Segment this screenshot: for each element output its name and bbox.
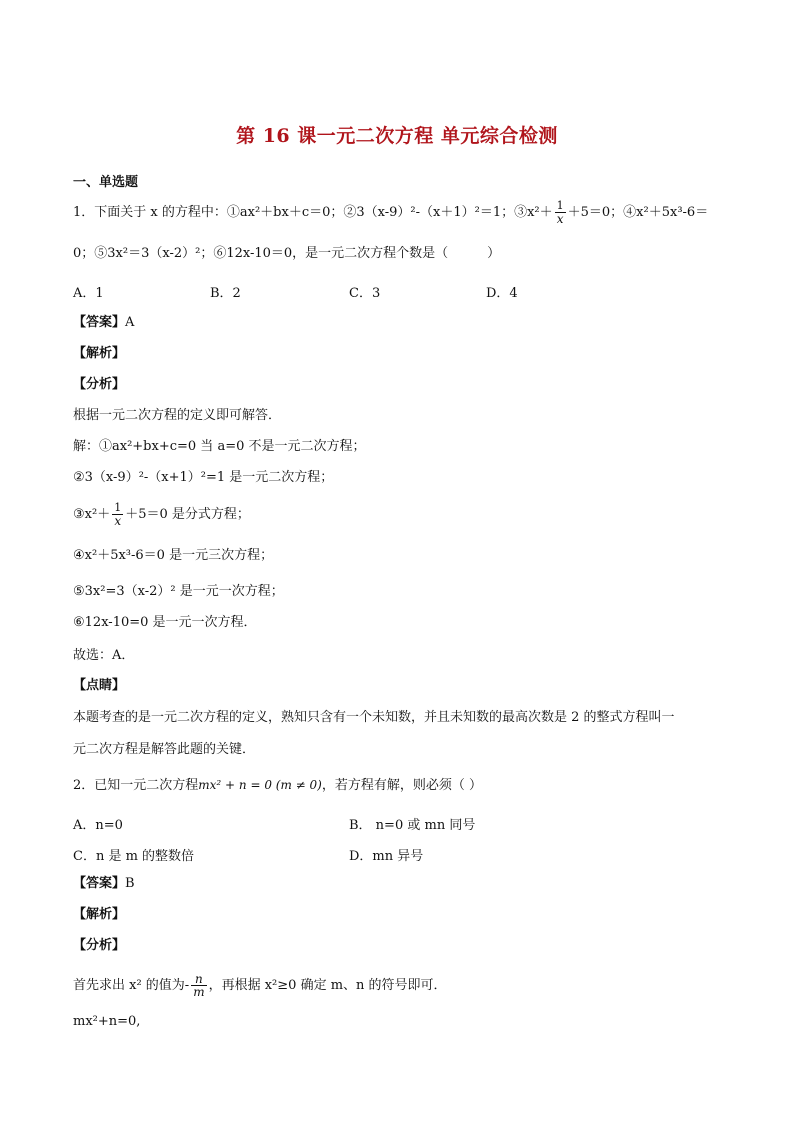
q1-fenxi-label: 【分析】 [73, 377, 126, 392]
q2-analysis-label: 【解析】 [73, 907, 126, 922]
q1-option-a: A．1 [73, 286, 104, 301]
q1-frac-den: x [556, 212, 564, 226]
q2-option-a: A．n=0 [73, 818, 123, 833]
q1-solution-2: ②3（x-9）²-（x+1）²=1 是一元二次方程； [73, 470, 334, 485]
q1-fenxi-text: 根据一元二次方程的定义即可解答． [73, 408, 282, 423]
q1-option-d: D．4 [486, 286, 518, 301]
q1-sol3-fraction [112, 502, 123, 527]
q2-stem-equation: mx² + n = 0 (m ≠ 0) [198, 778, 322, 792]
q2-stem [73, 776, 482, 795]
page-title: 第 16 课一元二次方程 单元综合检测 [236, 125, 558, 147]
q1-option-b: B．2 [210, 286, 241, 301]
q2-equation: mx²+n=0, [73, 1014, 141, 1029]
q2-fenxi-label: 【分析】 [73, 938, 126, 953]
q1-sol3-text-b: ＋5＝0 是分式方程； [125, 507, 250, 522]
q1-sol3-frac-den: x [114, 514, 122, 528]
section-heading: 一、单选题 [73, 175, 139, 190]
q1-answer-label: 【答案】 [73, 315, 126, 330]
q2-frac-den: m [193, 985, 205, 999]
q2-answer [73, 875, 135, 893]
q2-option-d: D．mn 异号 [349, 849, 424, 864]
q2-answer-value: B [125, 876, 135, 891]
q1-stem-line1 [73, 200, 708, 225]
q2-answer-label: 【答案】 [73, 876, 126, 891]
q1-solution-3 [73, 502, 250, 527]
q2-option-c: C．n 是 m 的整数倍 [73, 849, 195, 864]
q1-solution-5: ⑤3x²=3（x-2）² 是一元一次方程； [73, 584, 284, 599]
q2-fraction [191, 973, 206, 998]
q1-stem-line2: 0；⑤3x²＝3（x-2）²；⑥12x-10＝0，是一元二次方程个数是（ ） [73, 246, 501, 261]
q2-stem-text-b: ，若方程有解，则必须（ ） [321, 778, 482, 793]
q2-option-b: B． n=0 或 mn 同号 [349, 818, 476, 833]
q1-solution-4: ④x²＋5x³-6＝0 是一元三次方程； [73, 548, 274, 563]
q1-stem-text-b: ＋5＝0；④x²＋5x³-6＝ [567, 205, 709, 220]
q1-option-c: C．3 [349, 286, 381, 301]
q1-choose: 故选：A． [73, 648, 135, 663]
q1-answer [73, 314, 134, 332]
q2-fenxi-text [73, 973, 447, 998]
q1-solution-6: ⑥12x-10=0 是一元一次方程． [73, 615, 257, 630]
q1-dianjing-line1: 本题考查的是一元二次方程的定义，熟知只含有一个未知数，并且未知数的最高次数是 2 的整式方程叫一 [73, 710, 675, 725]
q2-fenxi-text-a: 首先求出 x² 的值为- [73, 978, 190, 993]
q2-fenxi-text-b: ，再根据 x²≥0 确定 m、n 的符号即可． [208, 978, 447, 993]
q2-stem-text-a: 2．已知一元二次方程 [73, 778, 199, 793]
q1-frac-num: 1 [556, 199, 564, 212]
q1-dianjing-line2: 元二次方程是解答此题的关键． [73, 742, 256, 757]
q1-stem-text-a: 1．下面关于 x 的方程中：①ax²＋bx＋c＝0；②3（x-9）²-（x＋1）²＝1；③x²＋ [73, 205, 553, 220]
q1-analysis-label: 【解析】 [73, 346, 126, 361]
q1-fraction [555, 200, 566, 225]
q1-answer-value: A [125, 315, 135, 330]
q1-sol3-frac-num: 1 [114, 501, 122, 514]
q1-dianjing-label: 【点睛】 [73, 678, 126, 693]
q1-sol3-text-a: ③x²＋ [73, 507, 111, 522]
q2-frac-num: n [191, 973, 206, 986]
q1-solution-1: 解：①ax²+bx+c=0 当 a=0 不是一元二次方程； [73, 439, 366, 454]
